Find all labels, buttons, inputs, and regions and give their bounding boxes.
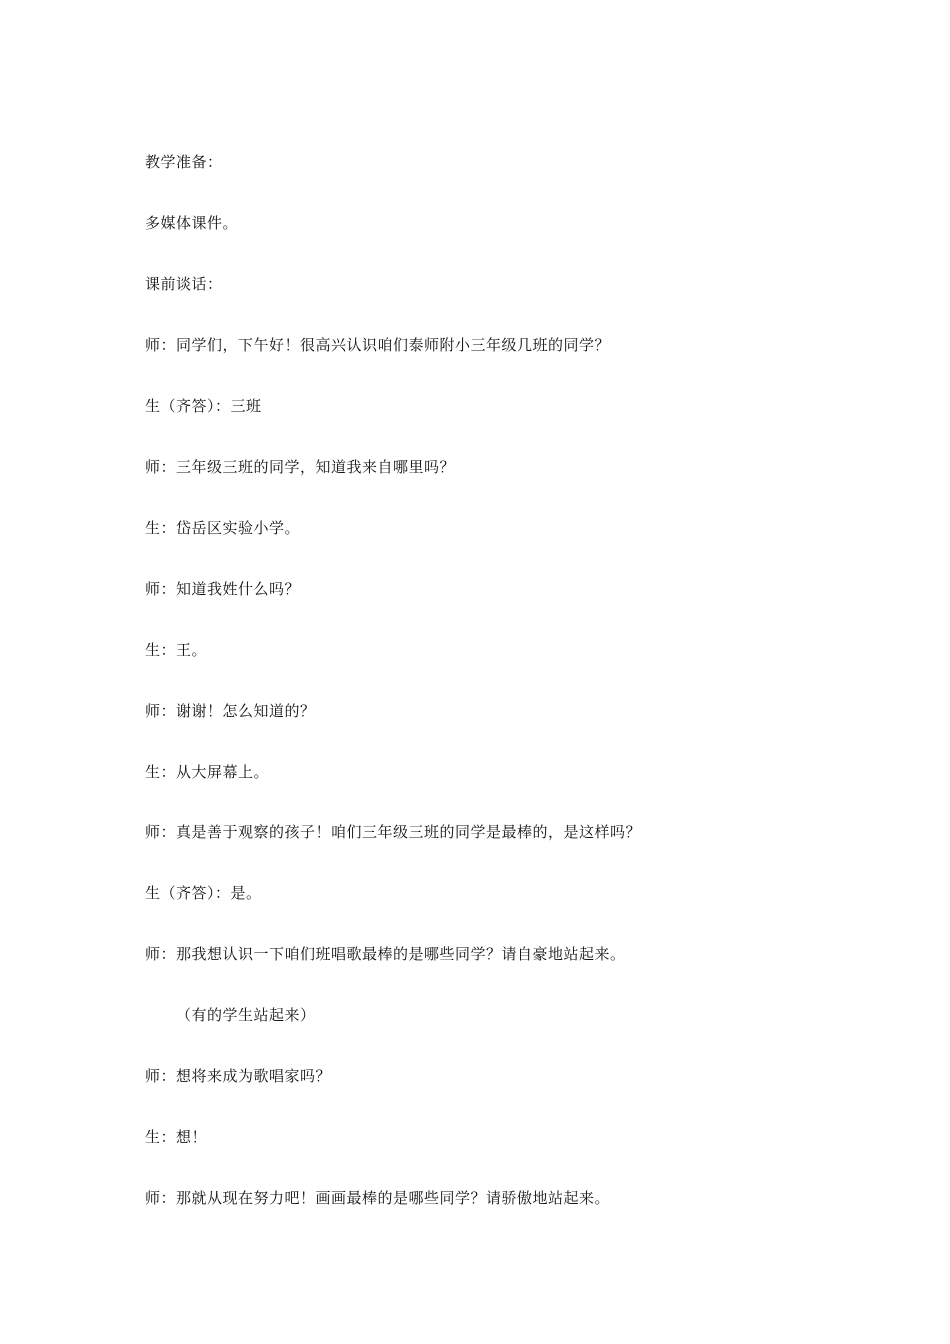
paragraph: 多媒体课件。 <box>145 214 239 232</box>
dialogue-line: 生（齐答）：是。 <box>145 884 262 902</box>
dialogue-line: 生：想！ <box>145 1128 208 1146</box>
dialogue-line: 师：想将来成为歌唱家吗？ <box>145 1067 332 1085</box>
dialogue-line: 生（齐答）：三班 <box>145 397 262 415</box>
dialogue-line: 师：三年级三班的同学，知道我来自哪里吗？ <box>145 458 456 476</box>
dialogue-line: 生：王。 <box>145 641 208 659</box>
dialogue-line: 师：那我想认识一下咱们班唱歌最棒的是哪些同学？请自豪地站起来。 <box>145 945 626 963</box>
dialogue-line: 师：那就从现在努力吧！画画最棒的是哪些同学？请骄傲地站起来。 <box>145 1189 611 1207</box>
dialogue-line: 师：知道我姓什么吗？ <box>145 580 301 598</box>
stage-direction: （有的学生站起来） <box>176 1006 316 1024</box>
dialogue-line: 师：真是善于观察的孩子！咱们三年级三班的同学是最棒的，是这样吗？ <box>145 823 642 841</box>
section-heading-pre-class-talk: 课前谈话： <box>145 275 223 293</box>
section-heading-preparation: 教学准备： <box>145 153 223 171</box>
dialogue-line: 生：从大屏幕上。 <box>145 763 270 781</box>
dialogue-line: 师：同学们，下午好！很高兴认识咱们泰师附小三年级几班的同学？ <box>145 336 611 354</box>
dialogue-line: 生：岱岳区实验小学。 <box>145 519 301 537</box>
dialogue-line: 师：谢谢！怎么知道的？ <box>145 702 316 720</box>
